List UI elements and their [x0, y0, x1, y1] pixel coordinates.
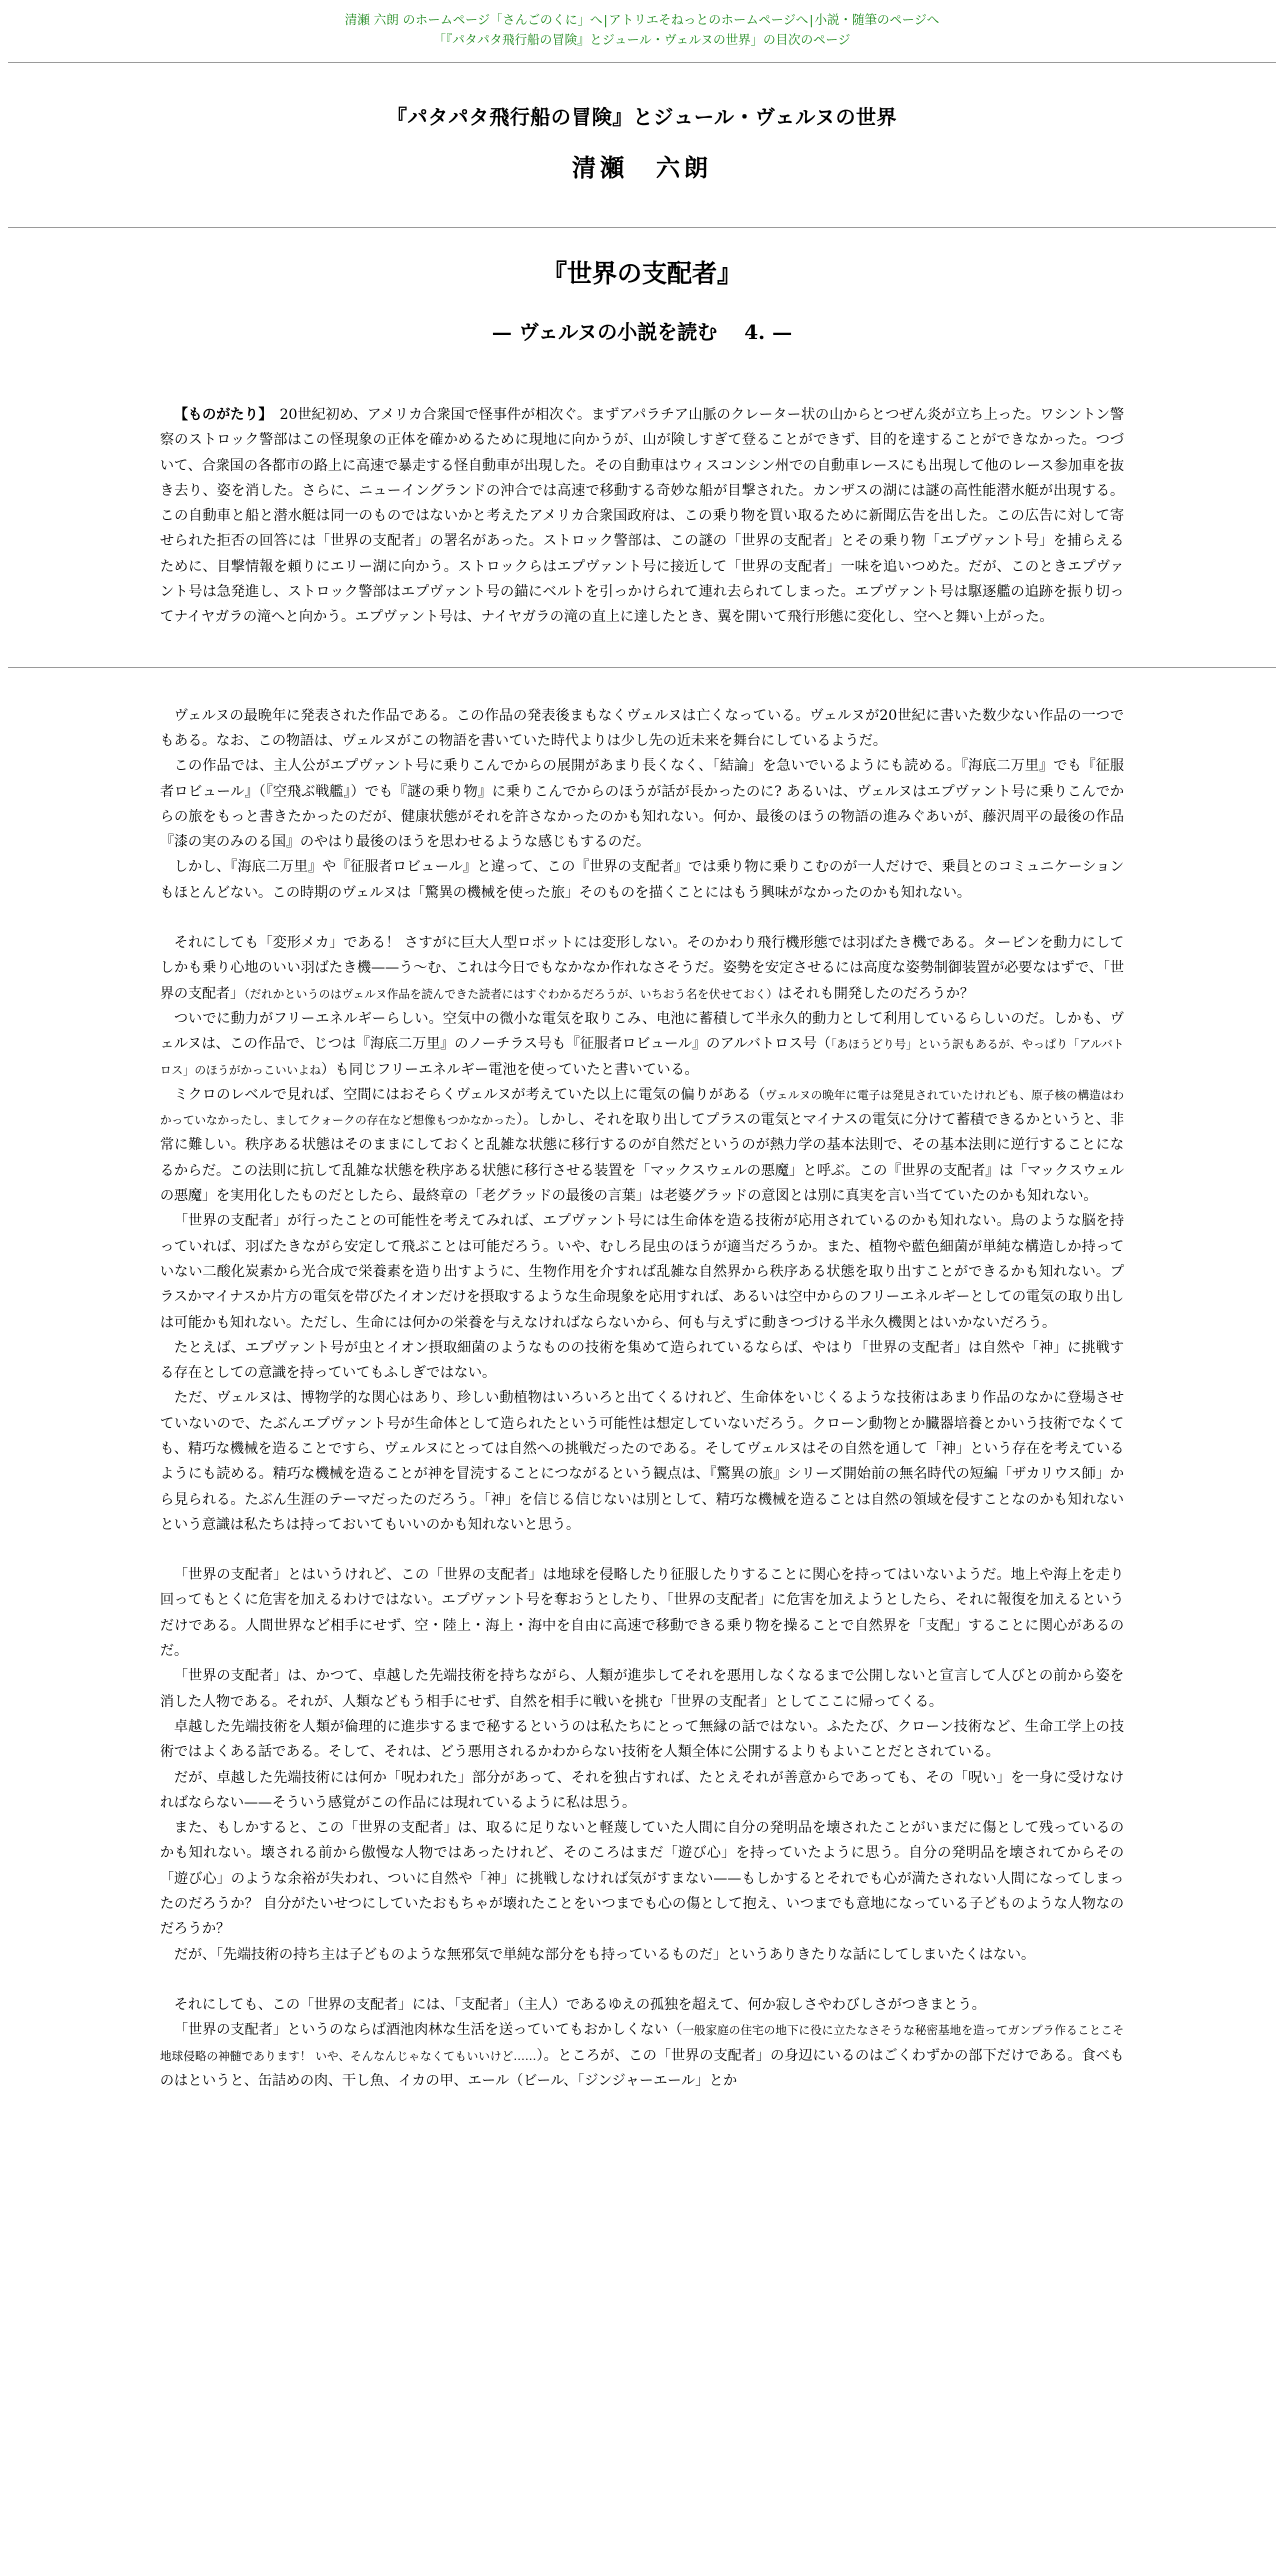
article-title: 『世界の支配者』: [541, 259, 742, 288]
body-paragraph: ただ、ヴェルヌは、博物学的な関心はあり、珍しい動植物はいろいろと出てくるけれど、生命体をいじくるような技術はあまり作品のなかに登場させていないので、たぶんエプヴァント号が生命体として造られたという可能性は想定していないだろう。クローン動物とか臓器培養とかいう技術でなくても、精巧な機械を造ることですら、ヴェルヌにとっては自然への挑戦だったのである。そしてヴェルヌはその自然を通して「神」という存在を考えているようにも読める。精巧な機械を造ることが神を冒涜することにつながるという観点は、『驚異の旅』シリーズ開始前の無名時代の短編「ザカリウス師」から見られる。たぶん生涯のテーマだったのだろう。「神」を信じる信じないは別として、精巧な機械を造ることは自然の領域を侵すことなのかも知れないという意識は私たちは持っておいてもいいのかも知れないと思う。: [160, 1390, 1124, 1533]
synopsis-label: 【ものがたり】: [174, 407, 266, 423]
nav-link-novels[interactable]: 小説・随筆のページへ: [814, 12, 940, 27]
page-header: [0, 101, 1284, 183]
body-text: ）。ところが、この「世界の支配者」の身辺にいるのはごくわずかの部下だけである。食べものはというと、缶詰めの肉、干し魚、イカの甲、エール（ビール、「ジンジャーエール」とか: [160, 2047, 1125, 2089]
site-title: 『パタパタ飛行船の冒険』とジュール・ヴェルヌの世界: [387, 105, 897, 129]
top-nav-line-1: [0, 10, 1284, 30]
body-paragraph: しかし、『海底二万里』や『征服者ロビュール』と違って、この『世界の支配者』では乗り物に乗りこむのが一人だけで、乗員とのコミュニケーションもほとんどない。この時期のヴェルヌは「驚異の機械を使った旅」そのものを描くことにはもう興味がなかったのかも知れない。: [160, 859, 1124, 901]
article-header: [0, 254, 1284, 345]
nav-separator: |: [809, 12, 814, 27]
nav-link-home[interactable]: 清瀬 六朗 のホームページ「さんごのくに」へ: [344, 12, 603, 27]
article-body: [160, 704, 1124, 2094]
body-paragraph: [160, 931, 1124, 1007]
body-text: ）も同じフリーエネルギー電池を使っていたと書いている。: [321, 1061, 699, 1078]
divider: [8, 667, 1276, 668]
body-paragraph: 「世界の支配者」は、かつて、卓越した先端技術を持ちながら、人類が進歩してそれを悪用しなくなるまで公開しないと宣言して人びとの前から姿を消した人物である。それが、人類などもう相手にせず、自然を相手に戦いを挑む「世界の支配者」としてここに帰ってくる。: [160, 1668, 1124, 1710]
body-paragraph: 卓越した先端技術を人類が倫理的に進歩するまで秘するというのは私たちにとって無縁の話ではない。ふたたび、クローン技術など、生命工学上の技術ではよくある話である。そして、それは、どう悪用されるかわからない技術を人類全体に公開するよりもよいことだとされている。: [160, 1718, 1124, 1761]
body-text: ミクロのレベルで見れば、空間にはおそらくヴェルヌが考えていた以上に電気の偏りがある（: [174, 1086, 766, 1103]
body-paragraph: 「世界の支配者」とはいうけれど、この「世界の支配者」は地球を侵略したり征服したりすることに関心を持ってはいないようだ。地上や海上を走り回ってもとくに危害を加えるわけではない。エプヴァント号を奪おうとしたり、「世界の支配者」に危害を加えようとしたら、それに報復を加えるというだけである。人間世界など相手にせず、空・陸上・海上・海中を自由に高速で移動できる乗り物を操ることで自然界を「支配」することに関心があるのだ。: [160, 1567, 1124, 1660]
article-subtitle: — ヴェルヌの小説を読む 4. —: [491, 320, 793, 344]
synopsis-section: [160, 403, 1124, 631]
divider: [8, 62, 1276, 63]
nav-link-toc[interactable]: 「『パタパタ飛行船の冒険』とジュール・ヴェルヌの世界」の目次のページ: [433, 32, 851, 47]
synopsis-paragraph: [160, 403, 1124, 631]
body-note: （だれかというのはヴェルヌ作品を読んできた読者にはすぐわかるだろうが、いちおう名を伏せておく）: [244, 986, 778, 1001]
author-name: 清瀬 六朗: [572, 153, 712, 182]
top-navigation: [0, 0, 1284, 50]
synopsis-text: 20世紀初め、アメリカ合衆国で怪事件が相次ぐ。まずアパラチア山脈のクレーター状の山からとつぜん炎が立ち上った。ワシントン警察のストロック警部はこの怪現象の正体を確かめるために現地に向かうが、山が険しすぎて登ることができず、目的を達することができなかった。つづいて、合衆国の各都市の路上に高速で暴走する怪自動車が出現した。その自動車はウィスコンシン州での自動車レースにも出現して他のレース参加車を抜き去り、姿を消した。さらに、ニューイングランドの沖合では高速で移動する奇妙な船が目撃された。カンザスの湖には謎の高性能潜水艇が出現する。この自動車と船と潜水艇は同一のものではないかと考えたアメリカ合衆国政府は、この乗り物を買い取るために新聞広告を出した。この広告に対して寄せられた拒否の回答には「世界の支配者」の署名があった。ストロック警部は、この謎の「世界の支配者」とその乗り物「エプヴァント号」を捕らえるために、目撃情報を頼りにエリー湖に向かう。ストロックらはエプヴァント号に接近して「世界の支配者」一味を追いつめた。だが、このときエプヴァント号は急発進し、ストロック警部はエプヴァント号の錨にベルトを引っかけられて連れ去られてしまった。エプヴァント号は駆逐艦の追跡を振り切ってナイヤガラの滝へと向かう。エプヴァント号は、ナイヤガラの滝の直上に達したとき、翼を開いて飛行形態に変化し、空へと舞い上がった。: [160, 407, 1124, 626]
body-note: ヴェルヌの晩年に電子は発見されていたけれども、原子核の構造はわかっていなかったし、ましてクォークの存在など想像もつかなかった: [160, 1087, 1124, 1128]
nav-link-atelier[interactable]: アトリエそねっとのホームページへ: [608, 12, 809, 27]
top-nav-line-2: [0, 30, 1284, 50]
body-text: 「世界の支配者」というのならば酒池肉林な生活を送っていてもおかしくない（: [174, 2022, 683, 2039]
body-text: それにしても「変形メカ」である！ さすがに巨大人型ロボットには変形しない。そのかわり飛行機形態では羽ばたき機である。タービンを動力にしてしかも乗り心地のいい羽ばたき機——う～む、これは今日でもなかなか作れなさそうだ。姿勢を安定させるには高度な姿勢制御装置が必要なはずで、「世界の支配者」: [160, 935, 1124, 1002]
body-paragraph: だが、卓越した先端技術には何か「呪われた」部分があって、それを独占すれば、たとえそれが善意からであっても、その「呪い」を一身に受けなければならない——そういう感覚がこの作品には現れているように私は思う。: [160, 1769, 1124, 1811]
body-paragraph: それにしても、この「世界の支配者」には、「支配者」（主人）であるゆえの孤独を超えて、何か寂しさやわびしさがつきまとう。: [174, 1996, 986, 2013]
body-note: 一般家庭の住宅の地下に役に立たなさそうな秘密基地を造ってガンプラ作ることこそ地球侵略の神髄であります！ いや、そんなんじゃなくてもいいけど……: [160, 2023, 1124, 2063]
body-text: ）。しかし、それを取り出してプラスの電気とマイナスの電気に分けて蓄積できるかというと、非常に難しい。秩序ある状態はそのままにしておくと乱雑な状態に移行するのが自然だというのが熱力学の基本法則で、その基本法則に逆行することになるからだ。この法則に抗して乱雑な状態を秩序ある状態に移行させる装置を「マックスウェルの悪魔」と呼ぶ。この『世界の支配者』は「マックスウェルの悪魔」を実用化したものだとしたら、最終章の「老グラッドの最後の言葉」は老婆グラッドの意図とは別に真実を言い当てていたのかも知れない。: [160, 1112, 1124, 1205]
body-paragraph: [160, 1083, 1124, 1209]
divider: [8, 227, 1276, 228]
body-text: ついでに動力がフリーエネルギーらしい。空気中の微小な電気を取りこみ、电池に蓄積して半永久的動力として利用しているらしいのだ。しかも、ヴェルヌは、この作品で、じつは『海底二万里』のノーチラス号も『征服者ロビュール』のアルバトロス号（: [160, 1010, 1124, 1053]
body-note: 「あほうどり号」という訳もあるが、やっぱり「アルバトロス」のほうがかっこいいよね: [160, 1037, 1124, 1077]
body-paragraph: 「世界の支配者」が行ったことの可能性を考えてみれば、エプヴァント号には生命体を造る技術が応用されているのかも知れない。鳥のような脳を持っていれば、羽ばたきながら安定して飛ぶことは可能だろう。いや、むしろ昆虫のほうが適当だろうか。また、植物や藍色細菌が単純な構造しか持っていない二酸化炭素から光合成で栄養素を造り出すように、生物作用を介すれば乱雑な自然界から秩序ある状態を取り出すことができるかも知れない。プラスかマイナスか片方の電気を帯びたイオンだけを摂取するような生命現象を応用すれば、あるいは空中からのフリーエネルギーとしての電気の取り出しは可能かも知れない。ただし、生命には何かの栄養を与えなければならないから、何も与えずに動きつづける半永久機関とはいかないだろう。: [160, 1213, 1124, 1331]
body-paragraph: [160, 1007, 1124, 1083]
body-paragraph: たとえば、エプヴァント号が虫とイオン摂取細菌のようなものの技術を集めて造られているならば、やはり「世界の支配者」は自然や「神」に挑戦する存在としての意識を持っていてもふしぎではない。: [160, 1339, 1124, 1382]
body-paragraph: [160, 2018, 1124, 2094]
body-paragraph: この作品では、主人公がエプヴァント号に乗りこんでからの展開があまり長くなく、「結論」を急いでいるようにも読める。『海底二万里』でも『征服者ロビュール』（『空飛ぶ戦艦』）でも『謎の乗り物』に乗りこんでからのほうが話が長かったのに? あるいは、ヴェルヌはエプヴァント号に乗りこんでからの旅をもっと書きたかったのだが、健康状態がそれを許さなかったのかも知れない。何か、最後のほうの物語の進みぐあいが、藤沢周平の最後の作品『漆の実のみのる国』のやはり最後のほうを思わせるような感じもするのだ。: [160, 758, 1124, 851]
body-paragraph: また、もしかすると、この「世界の支配者」は、取るに足りないと軽蔑していた人間に自分の発明品を壊されたことがいまだに傷として残っているのかも知れない。壊される前から傲慢な人物ではあったけれど、そのころはまだ「遊び心」を持っていたように思う。自分の発明品を壊されてからその「遊び心」のような余裕が失われ、ついに自然や「神」に挑戦しなければ気がすまない——もしかするとそれでも心が満たされない人間になってしまったのだろうか？ 自分がたいせつにしていたおもちゃが壊れたことをいつまでも心の傷として抱え、いつまでも意地になっている子どものような人物なのだろうか？: [160, 1820, 1124, 1938]
body-text: はそれも開発したのだろうか？: [777, 985, 974, 1002]
body-paragraph: だが、「先端技術の持ち主は子どものような無邪気で単純な部分をも持っているものだ」というありきたりな話にしてしまいたくはない。: [174, 1946, 1035, 1963]
nav-separator: |: [603, 12, 608, 27]
body-paragraph: ヴェルヌの最晩年に発表された作品である。この作品の発表後まもなくヴェルヌは亡くなっている。ヴェルヌが20世紀に書いた数少ない作品の一つでもある。なお、この物語は、ヴェルヌがこの物語を書いていた時代よりは少し先の近未来を舞台にしているようだ。: [160, 707, 1124, 749]
